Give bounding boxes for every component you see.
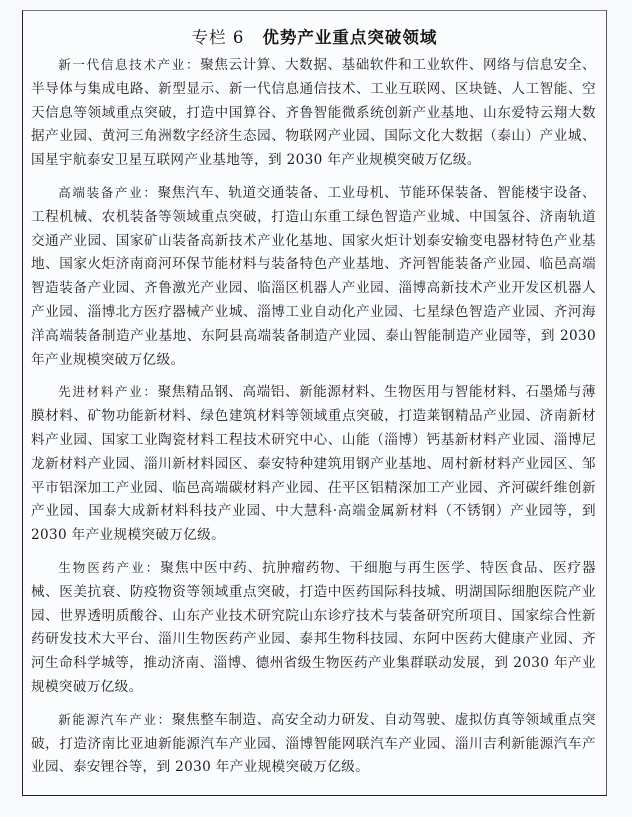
section-text: 聚焦整车制造、高安全动力研发、自动驾驶、虚拟仿真等领域重点突破，打造济南比亚迪新能源汽车产业园、淄博智能网联汽车产业园、淄川吉利新能源汽车产业园、泰安锂谷等，到 2030 年产业规模突破万亿级。 <box>31 711 596 776</box>
section-materials <box>31 380 596 548</box>
section-text: 聚焦中医中药、抗肿瘤药物、干细胞与再生医学、特医食品、医疗器械、医美抗衰、防疫物资等领域重点突破，打造中医药国际科技城、明湖国际细胞医院产业园、世界透明质酸谷、山东产业技术研究院山东诊疗技术与装备研究所项目、国家综合性新药研发技术大平台、淄川生物医药产业园、泰邦生物科技园、东阿中医药大健康产业园、齐河生命科学城等，推动济南、淄博、德州省级生物医药产业集群联动发展，到 2030 年产业规模突破万亿级。 <box>31 559 596 695</box>
section-label: 新一代信息技术产业： <box>58 57 201 72</box>
section-label: 先进材料产业： <box>58 384 158 400</box>
box-title <box>23 24 606 48</box>
section-it <box>31 53 596 173</box>
feature-box <box>22 10 607 796</box>
box-number: 专栏 6 <box>191 28 245 47</box>
box-content <box>31 53 596 788</box>
section-label: 生物医药产业： <box>58 559 161 575</box>
section-equipment <box>31 181 596 372</box>
section-label: 高端装备产业： <box>58 184 158 200</box>
section-biomedicine <box>31 556 596 700</box>
section-text: 聚焦汽车、轨道交通装备、工业母机、节能环保装备、智能楼宇设备、工程机械、农机装备等领域重点突破，打造山东重工绿色智造产业城、中国氢谷、济南轨道交通产业园、国家矿山装备高新技术产业化基地、国家火炬计划泰安输变电器材特色产业基地、国家火炬济南商河环保节能材料与装备特色产业基地、齐河智能装备产业园、临邑高端智造装备产业园、齐鲁激光产业园、临淄区机器人产业园、淄博高新技术产业开发区机器人产业园、淄博北方医疗器械产业城、淄博工业自动化产业园、七星绿色智造产业园、齐河海洋高端装备制造产业基地、东阿县高端装备制造产业园、泰山智能制造产业园等，到 2030 年产业规模突破万亿级。 <box>31 184 596 368</box>
section-text: 聚焦精品钢、高端铝、新能源材料、生物医用与智能材料、石墨烯与薄膜材料、矿物功能新材料、绿色建筑材料等领域重点突破，打造莱钢精品产业园、济南新材料产业园、国家工业陶瓷材料工程技术研究中心、山能（淄博）钙基新材料产业园、淄博尼龙新材料产业园、淄川新材料园区、泰安特种建筑用钢产业基地、周村新材料产业园区、邹平市铝深加工产业园、临邑高端碳材料产业园、茌平区铝精深加工产业园、齐河碳纤维创新产业园、国泰大成新材料科技产业园、中大慧科·高端金属新材料（不锈钢）产业园等，到 2030 年产业规模突破万亿级。 <box>31 384 596 544</box>
box-title-text: 优势产业重点突破领域 <box>262 28 438 47</box>
section-text: 聚焦云计算、大数据、基础软件和工业软件、网络与信息安全、半导体与集成电路、新型显示、新一代信息通信技术、工业互联网、区块链、人工智能、空天信息等领域重点突破，打造中国算谷、齐鲁智能微系统创新产业基地、山东爱特云翔大数据产业园、黄河三角洲数字经济生态园、物联网产业园、国际文化大数据（泰山）产业城、国星宇航泰安卫星互联网产业基地等，到 2030 年产业规模突破万亿级。 <box>31 57 596 169</box>
section-nev <box>31 708 596 780</box>
section-label: 新能源汽车产业： <box>58 711 172 727</box>
